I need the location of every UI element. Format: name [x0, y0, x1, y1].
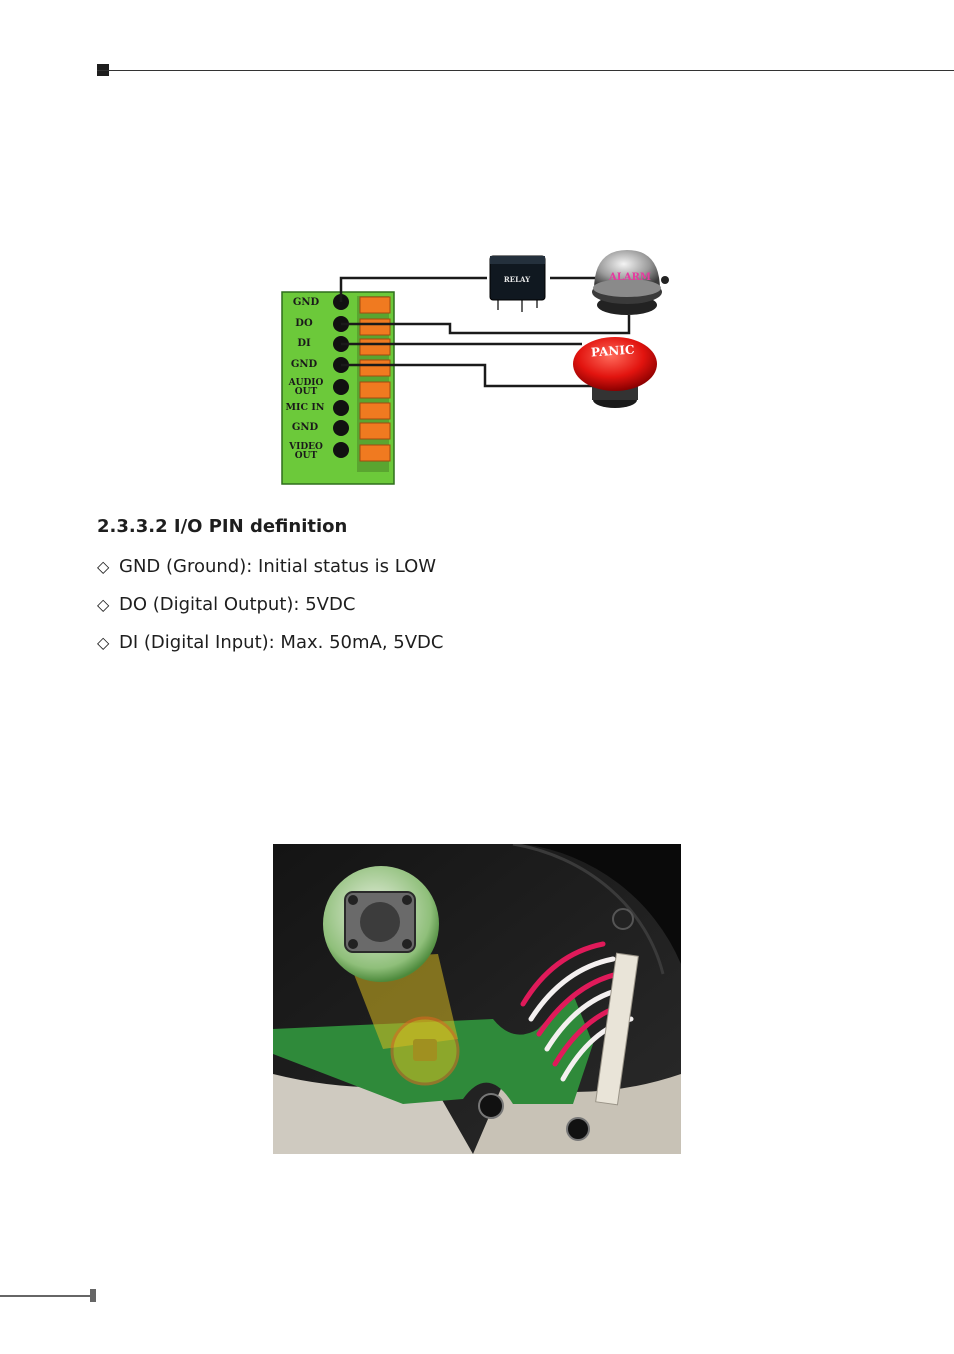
list-item	[97, 631, 443, 669]
pin-label-do: DO	[295, 318, 313, 329]
pin-label-gnd-3: GND	[291, 422, 319, 433]
pin-label-gnd-2: GND	[290, 359, 318, 370]
panic-label: PANIC	[590, 342, 635, 360]
relay-label: RELAY	[503, 275, 531, 284]
diamond-icon: ◇	[97, 633, 110, 652]
alarm-label: ALARM	[609, 272, 651, 283]
alarm-bell	[592, 250, 669, 315]
section-heading: 2.3.3.2 I/O PIN definition	[97, 516, 348, 537]
list-item	[97, 593, 443, 631]
footer-marker	[90, 1289, 96, 1302]
pin-definition-list	[97, 555, 443, 669]
screw-hole	[567, 1118, 589, 1140]
screw-hole	[479, 1094, 503, 1118]
footer-rule	[0, 1295, 92, 1297]
screw-hole	[613, 909, 633, 929]
diamond-icon: ◇	[97, 595, 110, 614]
pin-label-gnd-1: GND	[292, 297, 320, 308]
pin-label-di: DI	[297, 338, 311, 349]
list-item-text: GND (Ground): Initial status is LOW	[119, 556, 437, 577]
relay-component	[490, 256, 545, 312]
io-wiring-diagram	[272, 240, 682, 495]
pin-label-audio-out: AUDIO OUT	[288, 378, 324, 397]
list-item-text: DI (Digital Input): Max. 50mA, 5VDC	[119, 632, 444, 653]
list-item-text: DO (Digital Output): 5VDC	[119, 594, 356, 615]
header-rule	[97, 70, 954, 71]
pin-label-mic-in: MIC IN	[285, 402, 325, 413]
panic-button	[573, 337, 657, 408]
diamond-icon: ◇	[97, 557, 110, 576]
board-reset-button-photo	[273, 844, 681, 1154]
list-item	[97, 555, 443, 593]
pin-label-video-out: VIDEO OUT	[289, 442, 323, 461]
